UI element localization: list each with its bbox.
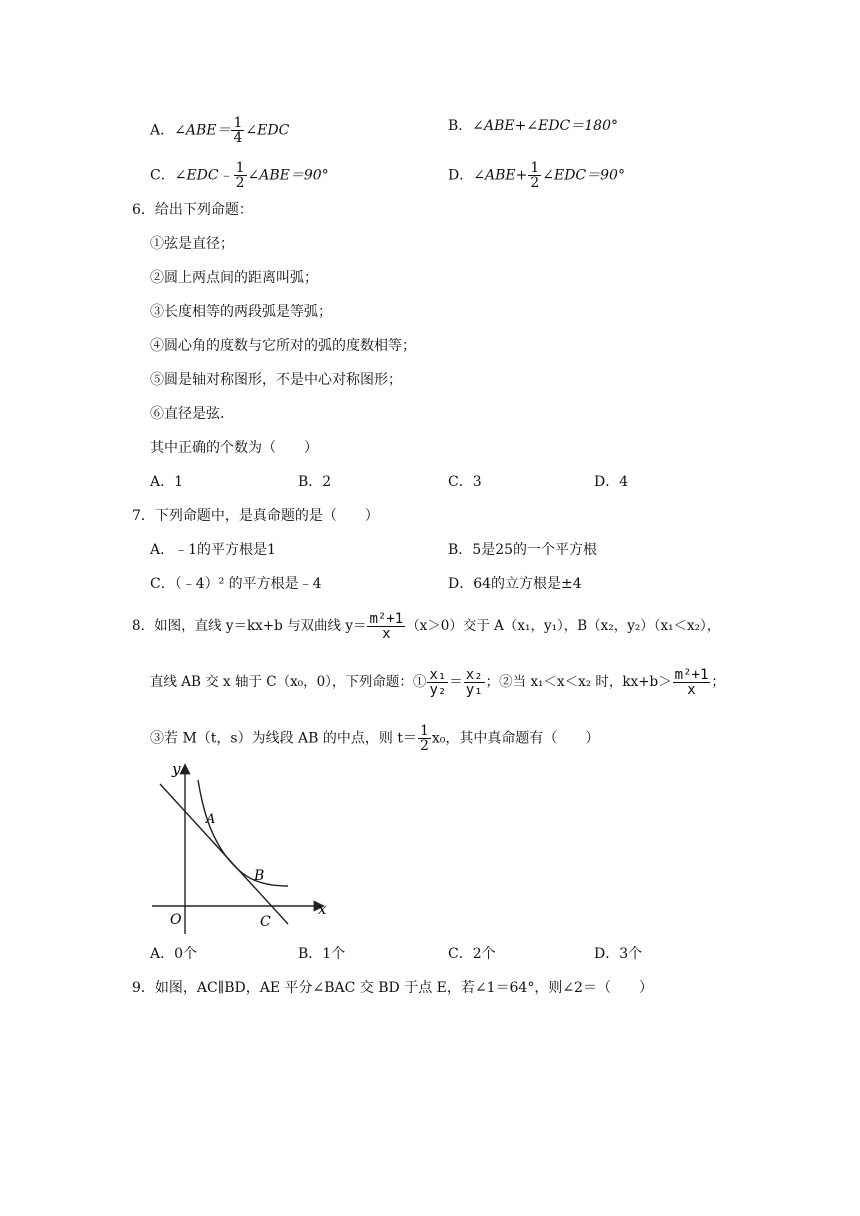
q8-text: ＝ (449, 674, 463, 690)
q7-option-a: A．﹣1的平方根是1 (150, 542, 276, 558)
option-label: B． (448, 118, 473, 134)
q6-option-d: D．4 (594, 474, 629, 490)
option-text: ∠ABE+∠EDC＝180° (472, 118, 618, 134)
q6-item: ④圆心角的度数与它所对的弧的度数相等； (150, 338, 416, 354)
q8-text: x₀，其中真命题有（ ） (431, 730, 600, 747)
point-a-label: A (206, 812, 216, 827)
q6-stem: 6．给出下列命题： (132, 202, 253, 218)
q7-option-c: C．（﹣4）² 的平方根是﹣4 (150, 576, 322, 592)
fraction-denominator: 2 (530, 175, 540, 191)
q6-item: ⑤圆是轴对称图形，不是中心对称图形； (150, 372, 402, 388)
fraction (673, 668, 711, 697)
q6-option-b: B．2 (298, 474, 332, 490)
q6-option-c: C．3 (448, 474, 482, 490)
q8-option-d: D．3个 (594, 946, 643, 962)
option-text: ∠EDC (245, 122, 290, 139)
q6-option-a: A．1 (150, 474, 184, 490)
option-label: C． (150, 167, 175, 184)
q5-option-d (448, 161, 625, 190)
option-text: ∠EDC﹣ (174, 167, 233, 184)
y-axis-label: y (172, 760, 181, 778)
q8-figure (148, 756, 333, 936)
fraction-denominator: y₁ (465, 682, 483, 698)
option-text: ∠EDC＝90° (542, 167, 625, 184)
q8-text: （x＞0）交于 A（x₁，y₁），B（x₂，y₂）（x₁＜x₂）， (406, 618, 721, 634)
x-axis-label: x (318, 900, 327, 918)
q9-stem: 9．如图，AC∥BD，AE 平分∠BAC 交 BD 于点 E，若∠1＝64°，则∠2＝（ ） (132, 980, 653, 996)
option-text: ∠ABE+ (473, 167, 528, 184)
fraction-numerator: x₁ (429, 667, 447, 683)
fraction-denominator: x (687, 682, 696, 698)
option-label: A． (150, 122, 175, 139)
q6-item: ⑥直径是弦． (150, 406, 234, 422)
fraction-numerator: 1 (233, 115, 243, 131)
q7-stem: 7．下列命题中，是真命题的是（ ） (132, 508, 379, 524)
q8-text: ；②当 x₁＜x＜x₂ 时，kx+b＞ (485, 674, 672, 690)
fraction-numerator: m²+1 (674, 667, 709, 683)
q6-item: ②圆上两点间的距离叫弧； (150, 270, 318, 286)
q5-option-a (150, 116, 289, 145)
fraction (528, 161, 541, 190)
fraction-numerator: 1 (419, 723, 429, 739)
fraction (464, 668, 485, 697)
q8-line-1 (132, 612, 720, 641)
option-text: ∠ABE＝90° (247, 167, 329, 184)
fraction-numerator: x₂ (465, 667, 483, 683)
q8-text: ； (711, 674, 725, 690)
fraction-denominator: 4 (233, 130, 243, 146)
q6-item: ③长度相等的两段弧是等弧； (150, 304, 332, 320)
option-label: D． (448, 167, 474, 184)
q7-option-d: D．64的立方根是±4 (448, 576, 582, 592)
q8-line-2 (150, 668, 725, 697)
fraction-numerator: 1 (530, 160, 540, 176)
fraction-denominator: 2 (419, 738, 429, 754)
fraction (427, 668, 448, 697)
q8-text: 直线 AB 交 x 轴于 C（x₀，0），下列命题：① (150, 674, 427, 690)
point-c-label: C (260, 914, 271, 930)
fraction-denominator: x (382, 626, 391, 642)
fraction-denominator: y₂ (429, 682, 447, 698)
fraction-numerator: 1 (235, 160, 245, 176)
fraction (367, 612, 405, 641)
origin-label: O (170, 912, 182, 928)
q8-text: ③若 M（t，s）为线段 AB 的中点，则 t＝ (150, 730, 417, 747)
hyperbola (198, 780, 288, 886)
fraction-numerator: m²+1 (369, 611, 404, 627)
point-b-label: B (254, 868, 265, 884)
fraction (234, 161, 247, 190)
fraction-denominator: 2 (235, 175, 245, 191)
option-text: ∠ABE＝ (174, 122, 231, 139)
q8-option-b: B．1个 (298, 946, 346, 962)
q8-option-a: A．0个 (150, 946, 198, 962)
q8-option-c: C．2个 (448, 946, 496, 962)
q5-option-b (448, 116, 618, 136)
q6-item: ①弦是直径； (150, 236, 234, 252)
q5-option-c (150, 161, 329, 190)
q8-line-3 (150, 724, 599, 753)
q8-text: 8．如图，直线 y＝kx+b 与双曲线 y＝ (132, 618, 367, 634)
q7-option-b: B．5是25的一个平方根 (448, 542, 598, 558)
q6-question: 其中正确的个数为（ ） (150, 440, 318, 456)
fraction (231, 116, 244, 145)
fraction (418, 724, 431, 753)
